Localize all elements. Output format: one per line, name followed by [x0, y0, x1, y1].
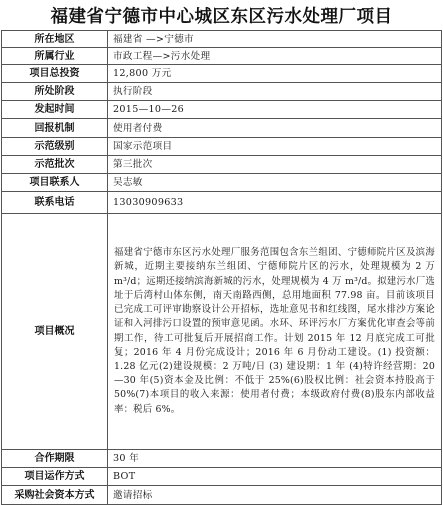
row-industry	[2, 48, 442, 65]
project-info-table	[1, 30, 442, 505]
row-label: 联系电话	[2, 192, 108, 214]
row-value: 2015—10—26	[108, 101, 442, 119]
row-value: 吴志敏	[108, 174, 442, 192]
row-overview	[2, 214, 442, 450]
row-label: 示范级别	[2, 138, 108, 156]
row-label: 所在地区	[2, 31, 108, 48]
overview-paragraph: 福建省宁德市东区污水处理厂服务范围包含东兰组团、宁德师院片区及滨海新城，近期主要接纳东兰组团、宁德师院片区的污水，处理规模为 2 万 m³/d；远期还接纳滨海新城的污水，处理规模为 4 万 m³/d。拟建污水厂选址于后湾村山体东侧，南天南路西侧，总用地面积 77.98 亩。目前该项目已完成工可评审勘察设计公开招标，选址意见书和红线图，尾水排沙方案论证和入河排污口设置的预审意见函。水环、环评污水厂方案优化审查会等前期工作，待工可批复后开展招商工作。计划 2015 年 12 月底完成工可批复；2016 年 4 月份完成设计；2016 年 6 月份动工建设。(1) 投资额：1.28 亿元(2)建设规模：2 万吨/日 (3) 建设期：1 年 (4)特许经营期：20—30 年(5)资本金及比例：不低于 25%(6)股权比例：社会资本持股高于 50%(7)本项目的收入来源：使用者付费；本级政府付费(8)股东内部收益率：税后 6%。	[114, 247, 435, 415]
overview-text	[108, 214, 442, 450]
row-value: 执行阶段	[108, 83, 442, 101]
row-stage	[2, 83, 442, 101]
row-total-investment	[2, 65, 442, 83]
row-demo-batch	[2, 156, 442, 174]
row-value: 市政工程—>污水处理	[108, 48, 442, 65]
row-value: 第三批次	[108, 156, 442, 174]
row-label: 示范批次	[2, 156, 108, 174]
row-label: 合作期限	[2, 450, 108, 468]
row-value: 国家示范项目	[108, 138, 442, 156]
row-return-mechanism	[2, 119, 442, 138]
row-operation-mode	[2, 468, 442, 486]
row-demo-level	[2, 138, 442, 156]
row-value: 12,800 万元	[108, 65, 442, 83]
document-title: 福建省宁德市中心城区东区污水处理厂项目	[50, 6, 393, 27]
row-cooperation-period	[2, 450, 442, 468]
row-label: 项目总投资	[2, 65, 108, 83]
row-label: 所属行业	[2, 48, 108, 65]
row-location	[2, 31, 442, 48]
row-label: 发起时间	[2, 101, 108, 119]
row-procurement-method	[2, 486, 442, 505]
row-value: 30 年	[108, 450, 442, 468]
row-label: 项目联系人	[2, 174, 108, 192]
row-contact-person	[2, 174, 442, 192]
row-value: 福建省 —>宁德市	[108, 31, 442, 48]
row-value: 邀请招标	[108, 486, 442, 505]
row-launch-date	[2, 101, 442, 119]
row-label: 回报机制	[2, 119, 108, 138]
row-label: 项目概况	[2, 214, 108, 450]
row-value: 使用者付费	[108, 119, 442, 138]
row-label: 所处阶段	[2, 83, 108, 101]
row-value: BOT	[108, 468, 442, 486]
row-value: 13030909633	[108, 192, 442, 214]
row-label: 项目运作方式	[2, 468, 108, 486]
row-label: 采购社会资本方式	[2, 486, 108, 505]
row-contact-phone	[2, 192, 442, 214]
